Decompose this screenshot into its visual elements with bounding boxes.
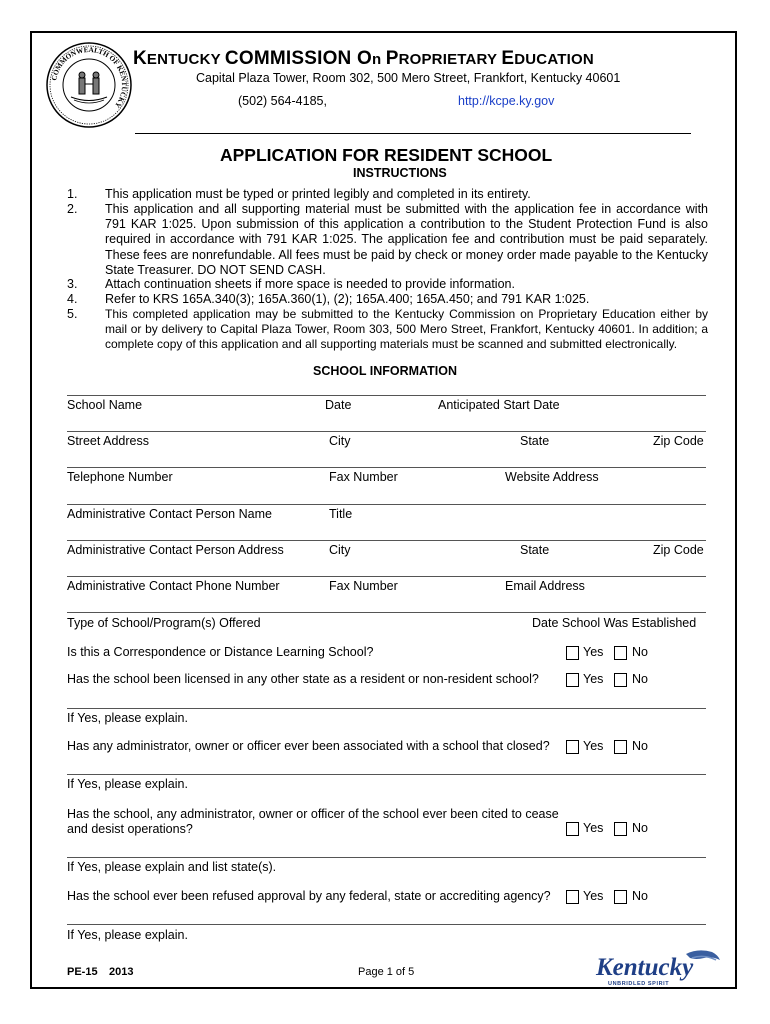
- date-field[interactable]: Date: [325, 398, 352, 412]
- field-rule: [67, 924, 706, 925]
- city-field[interactable]: City: [329, 434, 351, 448]
- field-rule: [67, 504, 706, 505]
- svg-text:UNBRIDLED SPIRIT: UNBRIDLED SPIRIT: [608, 981, 670, 987]
- q5-explain-field[interactable]: If Yes, please explain.: [67, 928, 188, 942]
- q1-no-checkbox[interactable]: [614, 646, 627, 660]
- question-cease-desist-line2: and desist operations?: [67, 822, 193, 836]
- field-rule: [67, 540, 706, 541]
- admin-zip-code-field[interactable]: Zip Code: [653, 543, 704, 557]
- q5-no-checkbox[interactable]: [614, 890, 627, 904]
- q1-yes-checkbox[interactable]: [566, 646, 579, 660]
- q2-yes-checkbox[interactable]: [566, 673, 579, 687]
- title-part: On: [356, 48, 386, 69]
- header-divider: [135, 133, 691, 134]
- admin-email-field[interactable]: Email Address: [505, 579, 585, 593]
- field-rule: [67, 467, 706, 468]
- yes-label: Yes: [583, 645, 604, 659]
- svg-text:Kentucky: Kentucky: [596, 954, 694, 981]
- admin-fax-field[interactable]: Fax Number: [329, 579, 398, 593]
- no-label: No: [632, 739, 648, 753]
- admin-contact-address-field[interactable]: Administrative Contact Person Address: [67, 543, 284, 557]
- commission-address: Capital Plaza Tower, Room 302, 500 Mero Street, Frankfort, Kentucky 40601: [196, 71, 621, 85]
- instruction-text: This application and all supporting material must be submitted with the application fee in accordance with 791 KAR 1:025. Upon submission of this application a contribution to the Student Protection Fund is also required in accordance with 791 KAR 1:025. The application fee and contribution must be paid separately. These fees are nonrefundable. All fees must be paid by check or money order made payable to the Kentucky State Treasurer. DO NOT SEND CASH.: [105, 202, 708, 277]
- anticipated-start-date-field[interactable]: Anticipated Start Date: [438, 398, 560, 412]
- instructions-heading: INSTRUCTIONS: [353, 166, 447, 180]
- no-label: No: [632, 821, 648, 835]
- fax-number-field[interactable]: Fax Number: [329, 470, 398, 484]
- commission-phone: (502) 564-4185,: [238, 94, 327, 108]
- no-label: No: [632, 889, 648, 903]
- instruction-number: 5.: [67, 307, 78, 321]
- school-info-heading: SCHOOL INFORMATION: [313, 364, 457, 378]
- question-refused-approval: Has the school ever been refused approval by any federal, state or accrediting agency?: [67, 889, 551, 903]
- instruction-number: 2.: [67, 202, 78, 216]
- kentucky-unbridled-spirit-logo: [594, 948, 722, 988]
- telephone-number-field[interactable]: Telephone Number: [67, 470, 173, 484]
- title-part: PROPRIETARY: [385, 48, 502, 69]
- q5-yes-checkbox[interactable]: [566, 890, 579, 904]
- instruction-number: 1.: [67, 187, 78, 201]
- page-number: Page 1 of 5: [358, 966, 415, 978]
- q4-no-checkbox[interactable]: [614, 822, 627, 836]
- yes-label: Yes: [583, 821, 604, 835]
- yes-label: Yes: [583, 739, 604, 753]
- question-cease-desist-line1: Has the school, any administrator, owner or officer of the school ever been cited to cease: [67, 807, 559, 821]
- instruction-text: This application must be typed or printed legibly and completed in its entirety.: [105, 187, 531, 201]
- commission-website-link[interactable]: http://kcpe.ky.gov: [458, 94, 555, 108]
- admin-city-field[interactable]: City: [329, 543, 351, 557]
- q2-no-checkbox[interactable]: [614, 673, 627, 687]
- field-rule: [67, 395, 706, 396]
- q3-explain-field[interactable]: If Yes, please explain.: [67, 777, 188, 791]
- form-id: PE-15: [67, 966, 98, 978]
- field-rule: [67, 774, 706, 775]
- field-rule: [67, 857, 706, 858]
- field-rule: [67, 576, 706, 577]
- field-rule: [67, 431, 706, 432]
- question-licensed-other-state: Has the school been licensed in any other state as a resident or non-resident school?: [67, 672, 539, 686]
- admin-phone-field[interactable]: Administrative Contact Phone Number: [67, 579, 280, 593]
- question-school-closed: Has any administrator, owner or officer ever been associated with a school that closed?: [67, 739, 550, 753]
- q3-no-checkbox[interactable]: [614, 740, 627, 754]
- instruction-text: Attach continuation sheets if more space is needed to provide information.: [105, 277, 515, 291]
- date-established-field[interactable]: Date School Was Established: [532, 616, 697, 630]
- instruction-text: This completed application may be submitted to the Kentucky Commission on Proprietary Education either by mail or by delivery to Capital Plaza Tower, Room 303, 500 Mero Street, Frankfort, Kentucky 40601. In addition; a complete copy of this application and all supporting materials must be scanned and submitted electronically.: [105, 307, 708, 352]
- title-part: EDUCATION: [501, 48, 594, 69]
- title-part: COMMISSION: [224, 48, 357, 69]
- q4-explain-field[interactable]: If Yes, please explain and list state(s).: [67, 860, 277, 874]
- instruction-number: 4.: [67, 292, 78, 306]
- website-address-field[interactable]: Website Address: [505, 470, 599, 484]
- zip-code-field[interactable]: Zip Code: [653, 434, 704, 448]
- kentucky-seal-logo: [46, 42, 132, 128]
- form-year: 2013: [109, 966, 134, 978]
- instruction-text: Refer to KRS 165A.340(3); 165A.360(1), (2); 165A.400; 165A.450; and 791 KAR 1:025.: [105, 292, 590, 306]
- yes-label: Yes: [583, 889, 604, 903]
- q3-yes-checkbox[interactable]: [566, 740, 579, 754]
- state-field[interactable]: State: [520, 434, 550, 448]
- no-label: No: [632, 672, 648, 686]
- field-rule: [67, 612, 706, 613]
- admin-title-field[interactable]: Title: [329, 507, 353, 521]
- admin-state-field[interactable]: State: [520, 543, 550, 557]
- title-part: KENTUCKY: [133, 48, 225, 69]
- yes-label: Yes: [583, 672, 604, 686]
- commission-title: [133, 48, 594, 70]
- question-correspondence: Is this a Correspondence or Distance Learning School?: [67, 645, 374, 659]
- svg-text:COMMONWEALTH OF KENTUCKY: COMMONWEALTH OF KENTUCKY: [50, 45, 129, 110]
- field-rule: [67, 708, 706, 709]
- q2-explain-field[interactable]: If Yes, please explain.: [67, 711, 188, 725]
- admin-contact-name-field[interactable]: Administrative Contact Person Name: [67, 507, 272, 521]
- instruction-number: 3.: [67, 277, 78, 291]
- no-label: No: [632, 645, 648, 659]
- q4-yes-checkbox[interactable]: [566, 822, 579, 836]
- street-address-field[interactable]: Street Address: [67, 434, 149, 448]
- school-type-field[interactable]: Type of School/Program(s) Offered: [67, 616, 261, 630]
- form-title: APPLICATION FOR RESIDENT SCHOOL: [220, 145, 553, 165]
- school-name-field[interactable]: School Name: [67, 398, 143, 412]
